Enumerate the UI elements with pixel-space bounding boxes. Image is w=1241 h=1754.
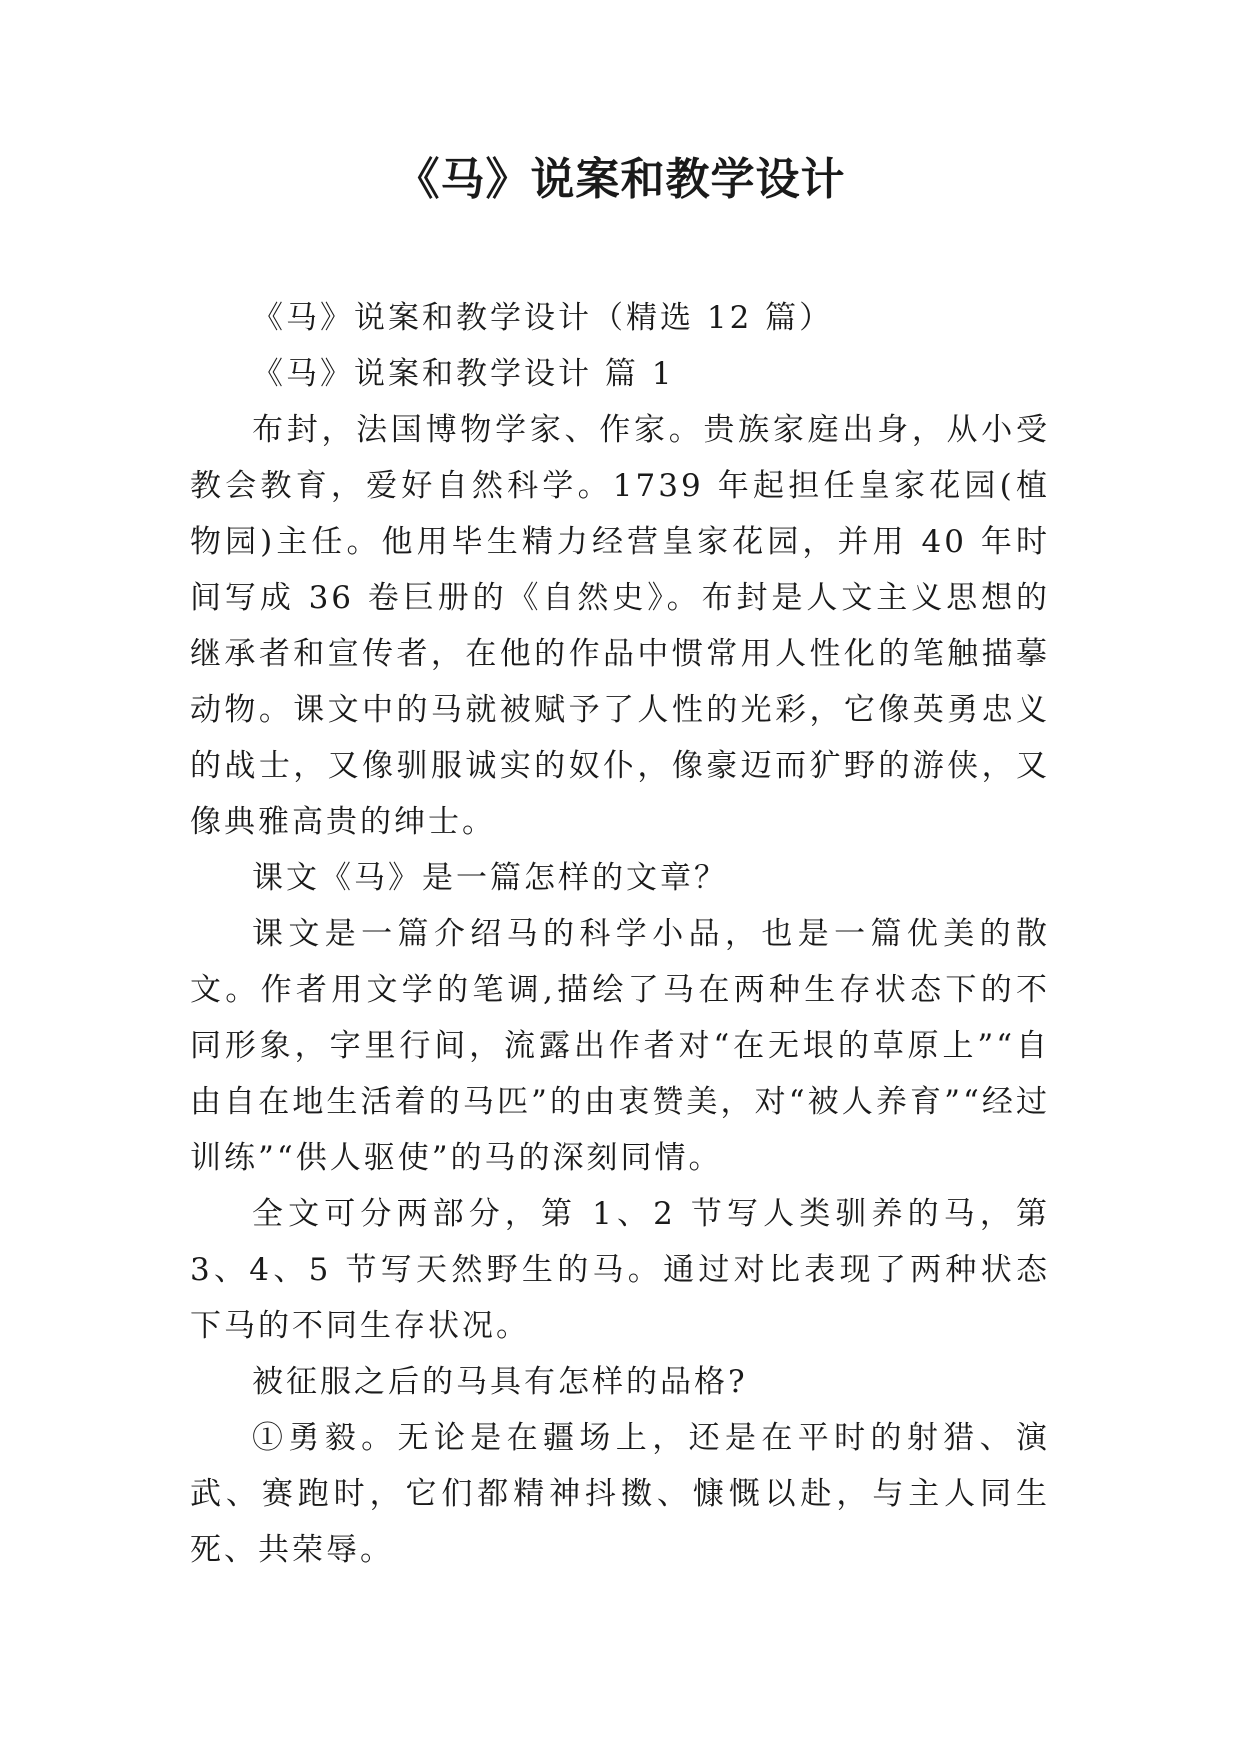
paragraph-subtitle: 《马》说案和教学设计（精选 12 篇） <box>252 300 834 336</box>
paragraph-answer-1: 课文是一篇介绍马的科学小品，也是一篇优美的散文。作者用文学的笔调,描绘了马在两种生存状态下的不同形象，字里行间，流露出作者对“在无垠的草原上”“自由自在地生活着的马匹”的由衷赞美，对“被人养育”“经过训练”“供人驱使”的马的深刻同情。 <box>190 916 1050 1176</box>
paragraph-section-heading: 《马》说案和教学设计 篇 1 <box>252 356 675 392</box>
paragraph-structure: 全文可分两部分，第 1、2 节写人类驯养的马，第 3、4、5 节写天然野生的马。通过对比表现了两种状态下马的不同生存状况。 <box>190 1196 1050 1344</box>
paragraph-author-intro: 布封，法国博物学家、作家。贵族家庭出身，从小受教会教育，爱好自然科学。1739 年起担任皇家花园(植物园)主任。他用毕生精力经营皇家花园，并用 40 年时间写成 36 卷巨册的《自然史》。布封是人文主义思想的继承者和宣传者，在他的作品中惯常用人性化的笔触描摹动物。课文中的马就被赋予了人性的光彩，它像英勇忠义的战士，又像驯服诚实的奴仆，像豪迈而犷野的游侠，又像典雅高贵的绅士。 <box>190 412 1050 840</box>
document-title: 《马》说案和教学设计 <box>395 154 846 205</box>
paragraph-question-1: 课文《马》是一篇怎样的文章？ <box>252 860 728 896</box>
document-body <box>190 290 1050 1578</box>
paragraph-question-2: 被征服之后的马具有怎样的品格? <box>252 1364 748 1400</box>
paragraph-answer-2: ①勇毅。无论是在疆场上，还是在平时的射猎、演武、赛跑时，它们都精神抖擞、慷慨以赴，与主人同生死、共荣辱。 <box>190 1420 1050 1568</box>
